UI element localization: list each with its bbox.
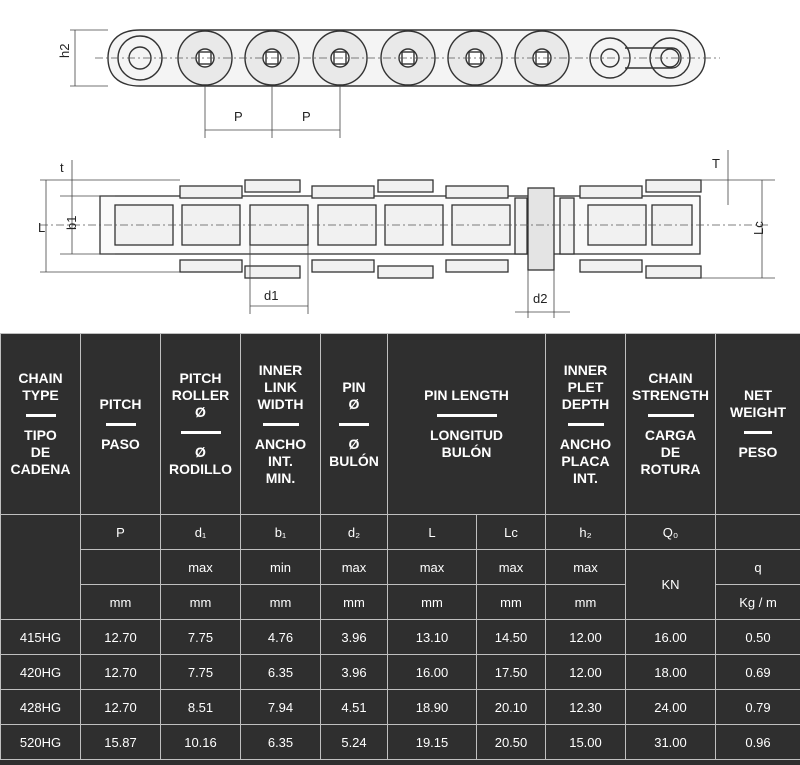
table-cell: 420HG [1, 655, 81, 690]
header-cell [388, 334, 546, 515]
table-row [1, 725, 800, 760]
limit-cell: max [477, 550, 546, 585]
header-english-text: NET [744, 387, 772, 403]
symbol-cell: h₂ [546, 515, 626, 550]
t-label: t [60, 160, 64, 175]
header-english-text: PIN LENGTH [424, 387, 509, 403]
table-cell: 12.70 [81, 655, 161, 690]
table-row [1, 690, 800, 725]
header-divider [744, 431, 772, 434]
header-english-text: Ø [195, 404, 206, 420]
header-english-text: INNER [563, 361, 608, 378]
header-divider [181, 431, 221, 434]
unit-cell: mm [477, 585, 546, 620]
table-cell: 12.00 [546, 620, 626, 655]
table-cell: 520HG [1, 725, 81, 760]
limit-cell: max [161, 550, 241, 585]
table-cell: 7.94 [241, 690, 321, 725]
header-english-text: INNER [258, 361, 303, 378]
L-label: L [38, 220, 46, 235]
header-divider [339, 423, 369, 426]
table-cell: 6.35 [241, 725, 321, 760]
unit-cell: mm [321, 585, 388, 620]
symbol-cell: d₂ [321, 515, 388, 550]
header-spanish-text: ANCHO [559, 435, 612, 452]
table-cell: 415HG [1, 620, 81, 655]
header-english-text: WIDTH [257, 395, 304, 412]
header-english-text: DEPTH [561, 395, 610, 412]
chain-technical-drawing [0, 0, 800, 330]
header-cell [161, 334, 241, 515]
limit-cell: KN [626, 550, 716, 620]
unit-cell: mm [546, 585, 626, 620]
header-divider [568, 423, 604, 426]
data-rows [1, 620, 800, 760]
d1-label: d1 [264, 288, 279, 303]
limit-cell: max [388, 550, 477, 585]
table-cell: 7.75 [161, 620, 241, 655]
table-cell: 18.00 [626, 655, 716, 690]
header-divider [648, 414, 694, 417]
d2-label: d2 [533, 291, 548, 306]
header-spanish-text: PESO [738, 444, 778, 460]
header-spanish-text: PASO [101, 435, 140, 452]
table-cell: 0.79 [716, 690, 800, 725]
table-cell: 0.69 [716, 655, 800, 690]
table-cell: 19.15 [388, 725, 477, 760]
table-cell: 12.30 [546, 690, 626, 725]
table-cell: 10.16 [161, 725, 241, 760]
unit-cell: Kg / m [716, 585, 800, 620]
header-spanish-text: ROTURA [640, 461, 701, 477]
header-spanish-text: Ø [195, 444, 206, 460]
header-spanish-text: TIPO [24, 427, 57, 443]
header-spanish-text: Ø [348, 435, 360, 452]
symbol-cell: L [388, 515, 477, 550]
symbol-cell: b₁ [241, 515, 321, 550]
limit-cell: max [546, 550, 626, 585]
header-spanish-text: BULÓN [329, 452, 379, 469]
table-cell: 0.50 [716, 620, 800, 655]
table-cell: 20.50 [477, 725, 546, 760]
table-cell: 0.96 [716, 725, 800, 760]
header-cell [321, 334, 388, 515]
unit-cell: mm [241, 585, 321, 620]
chain-spec-table [0, 333, 800, 760]
limit-cell: q [716, 550, 800, 585]
header-spanish-text: INT. [573, 469, 598, 486]
limit-row [1, 550, 800, 585]
pitch-label-1: P [234, 109, 243, 124]
header-spanish-text: ANCHO [254, 435, 307, 452]
header-spanish-text: CARGA [644, 427, 697, 443]
header-english-text: PLET [567, 378, 604, 395]
header-cell [546, 334, 626, 515]
table-cell: 12.00 [546, 655, 626, 690]
symbol-cell: P [81, 515, 161, 550]
table-cell: 13.10 [388, 620, 477, 655]
blank-cell [716, 515, 800, 550]
unit-cell: mm [81, 585, 161, 620]
pitch-dimension [205, 86, 340, 138]
header-cell [1, 334, 81, 515]
header-english-text: ROLLER [171, 387, 230, 403]
header-spanish-text: DE [30, 444, 51, 460]
header-english-text: WEIGHT [730, 404, 786, 420]
header-english-text: CHAIN [18, 370, 63, 386]
header-english-text: LINK [264, 378, 297, 395]
header-english-text: Ø [348, 395, 360, 412]
header-spanish-text: INT. [268, 452, 293, 469]
header-spanish-text: CADENA [10, 461, 71, 477]
h2-label: h2 [57, 43, 72, 58]
side-view-chain [100, 180, 701, 278]
unit-cell: mm [388, 585, 477, 620]
header-cell [626, 334, 716, 515]
table-cell: 8.51 [161, 690, 241, 725]
header-english-text: PITCH [99, 395, 142, 412]
table-cell: 16.00 [388, 655, 477, 690]
pitch-label-2: P [302, 109, 311, 124]
header-english-text: STRENGTH [632, 387, 709, 403]
header-cell [81, 334, 161, 515]
table-cell: 12.70 [81, 620, 161, 655]
table-cell: 24.00 [626, 690, 716, 725]
header-spanish-text: MIN. [265, 469, 296, 486]
header-divider [26, 414, 56, 417]
limit-cell: max [321, 550, 388, 585]
table-cell: 16.00 [626, 620, 716, 655]
header-spanish-text: PLACA [561, 452, 610, 469]
blank-cell [1, 515, 81, 620]
table-cell: 15.00 [546, 725, 626, 760]
table-cell: 12.70 [81, 690, 161, 725]
table-cell: 428HG [1, 690, 81, 725]
header-divider [437, 414, 497, 417]
symbol-row [1, 515, 800, 550]
table-cell: 4.76 [241, 620, 321, 655]
header-cell [716, 334, 800, 515]
limit-cell: min [241, 550, 321, 585]
bottom-dimensions [250, 245, 570, 318]
header-spanish-text: BULÓN [441, 444, 492, 460]
symbol-cell: Q₀ [626, 515, 716, 550]
table-cell: 6.35 [241, 655, 321, 690]
header-spanish-text: DE [660, 444, 681, 460]
unit-cell: mm [161, 585, 241, 620]
header-spanish-text: RODILLO [169, 461, 232, 477]
table-cell: 3.96 [321, 620, 388, 655]
T-label: T [712, 156, 720, 171]
symbol-cell: Lc [477, 515, 546, 550]
header-cell [241, 334, 321, 515]
table-cell: 20.10 [477, 690, 546, 725]
table-cell: 17.50 [477, 655, 546, 690]
table-cell: 3.96 [321, 655, 388, 690]
header-english-text: CHAIN [648, 370, 693, 386]
table-cell: 4.51 [321, 690, 388, 725]
Lc-label: Lc [751, 221, 766, 235]
header-english-text: PIN [342, 378, 366, 395]
header-english-text: TYPE [22, 387, 59, 403]
header-row [1, 334, 800, 515]
header-divider [106, 423, 136, 426]
table-row [1, 655, 800, 690]
b1-label: b1 [64, 215, 79, 230]
table-cell: 15.87 [81, 725, 161, 760]
table-cell: 18.90 [388, 690, 477, 725]
header-spanish-text: LONGITUD [429, 427, 504, 443]
table-cell: 14.50 [477, 620, 546, 655]
header-divider [263, 423, 299, 426]
table-cell: 7.75 [161, 655, 241, 690]
symbol-cell: d₁ [161, 515, 241, 550]
table-cell: 31.00 [626, 725, 716, 760]
spec-table-container [0, 333, 800, 765]
table-row [1, 620, 800, 655]
table-cell: 5.24 [321, 725, 388, 760]
header-english-text: PITCH [179, 370, 222, 386]
limit-cell [81, 550, 161, 585]
